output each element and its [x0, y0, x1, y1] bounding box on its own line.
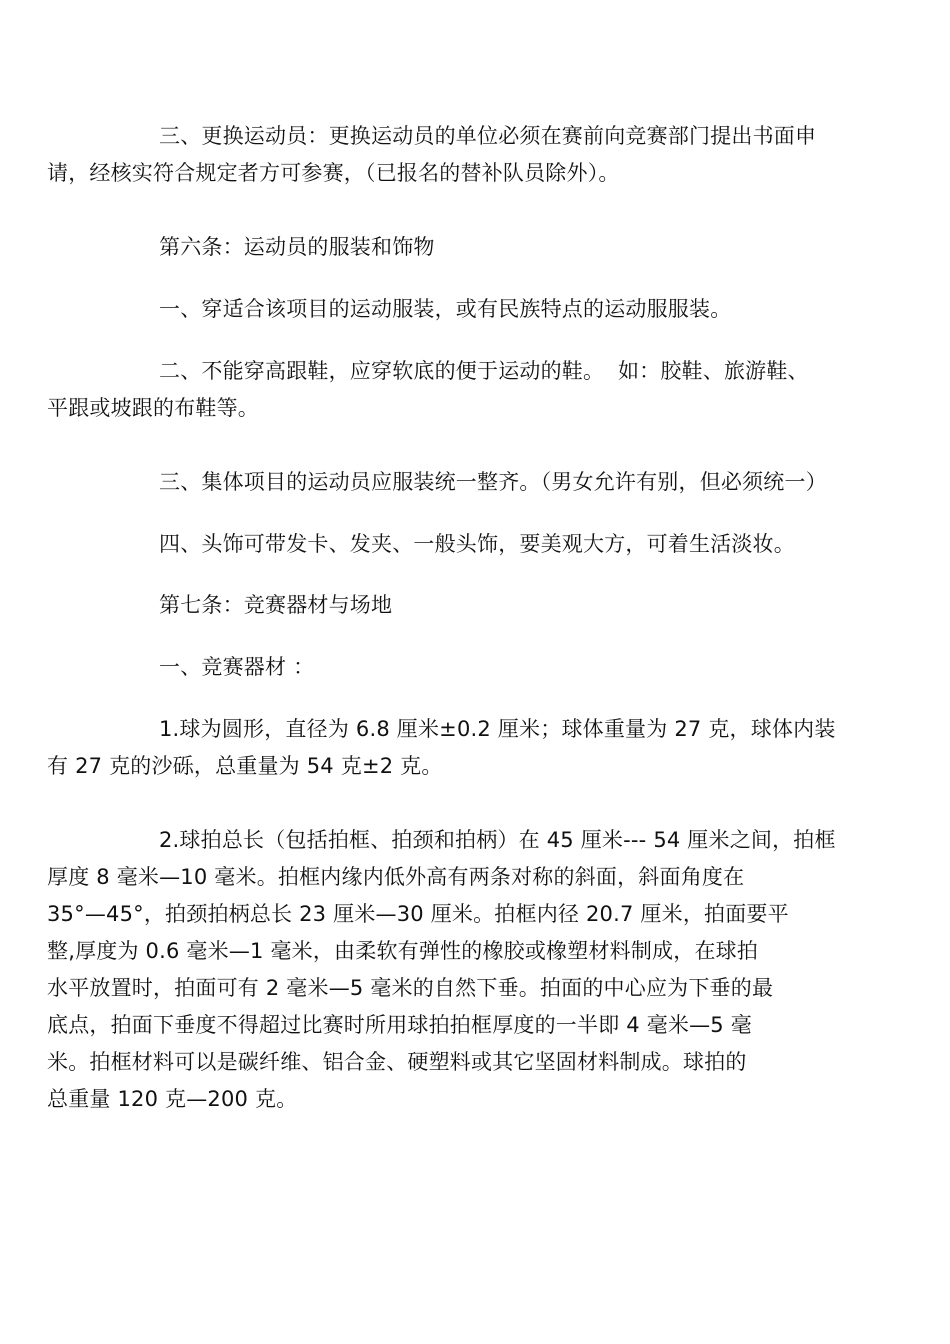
paragraph-clothing-4	[103, 526, 848, 563]
text-line: 二、不能穿高跟鞋，应穿软底的便于运动的鞋。 如：胶鞋、旅游鞋、	[159, 359, 809, 383]
text-line: 第六条：运动员的服装和饰物	[159, 235, 435, 259]
text-line: 四、头饰可带发卡、发夹、一般头饰，要美观大方，可着生活淡妆。	[159, 532, 795, 556]
text-line: 第七条：竞赛器材与场地	[159, 593, 393, 617]
text-line: 1.球为圆形，直径为 6.8 厘米±0.2 厘米；球体重量为 27 克，球体内装	[159, 717, 836, 741]
text-line: 有 27 克的沙砾，总重量为 54 克±2 克。	[47, 754, 443, 778]
text-line: 35°—45°，拍颈拍柄总长 23 厘米—30 厘米。拍框内径 20.7 厘米，拍面要平	[47, 902, 789, 926]
text-line: 平跟或坡跟的布鞋等。	[47, 396, 259, 420]
paragraph-ball-spec	[47, 711, 848, 785]
text-line: 米。拍框材料可以是碳纤维、铝合金、硬塑料或其它坚固材料制成。球拍的	[47, 1050, 747, 1074]
section-heading-article-six	[103, 229, 848, 266]
text-line: 总重量 120 克—200 克。	[47, 1087, 298, 1111]
text-line: 三、更换运动员：更换运动员的单位必须在赛前向竞赛部门提出书面申	[159, 124, 817, 148]
text-line: 一、穿适合该项目的运动服装，或有民族特点的运动服服装。	[159, 297, 732, 321]
paragraph-clothing-2	[47, 353, 848, 427]
text-line: 一、竞赛器材 ：	[159, 655, 315, 679]
text-line: 厚度 8 毫米—10 毫米。拍框内缘内低外高有两条对称的斜面，斜面角度在	[47, 865, 745, 889]
paragraph-clothing-3	[103, 464, 848, 501]
paragraph-equipment-heading	[103, 649, 848, 686]
text-line: 三、集体项目的运动员应服装统一整齐。（男女允许有别，但必须统一）	[159, 470, 827, 494]
paragraph-racket-spec	[47, 822, 848, 1118]
text-line: 整,厚度为 0.6 毫米—1 毫米，由柔软有弹性的橡胶或橡塑材料制成，在球拍	[47, 939, 759, 963]
text-line: 请，经核实符合规定者方可参赛，（已报名的替补队员除外）。	[47, 161, 620, 185]
section-heading-article-seven	[103, 587, 848, 624]
paragraph-clothing-1	[103, 291, 848, 328]
text-line: 底点，拍面下垂度不得超过比赛时所用球拍拍框厚度的一半即 4 毫米—5 毫	[47, 1013, 752, 1037]
paragraph-replace-athlete	[47, 118, 848, 192]
text-line: 2.球拍总长（包括拍框、拍颈和拍柄）在 45 厘米--- 54 厘米之间，拍框	[159, 828, 836, 852]
text-line: 水平放置时，拍面可有 2 毫米—5 毫米的自然下垂。拍面的中心应为下垂的最	[47, 976, 774, 1000]
